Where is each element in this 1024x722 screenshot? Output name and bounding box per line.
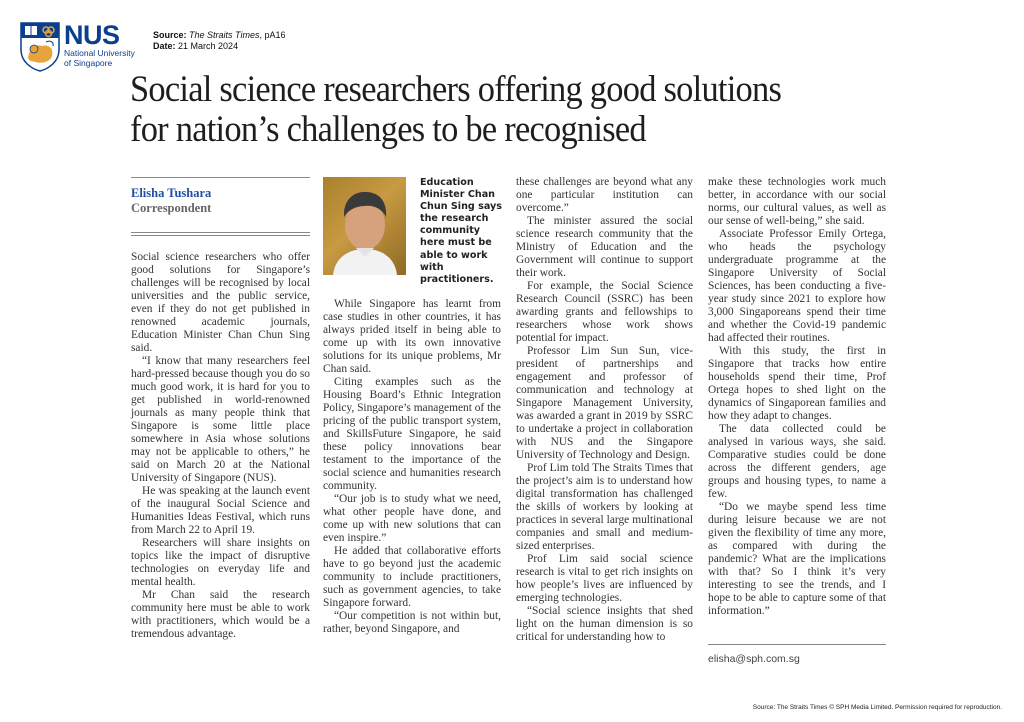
paragraph: He added that collaborative efforts have to go beyond just the academic community to include practitioners, such as government agencies, to take Singapore forward. bbox=[323, 545, 501, 609]
article-column-1 bbox=[131, 251, 310, 641]
paragraph: For example, the Social Science Research Council (SSRC) has been awarding grants and fellowships to researchers whose work shows potential for impact. bbox=[516, 280, 693, 344]
author-role: Correspondent bbox=[131, 201, 212, 215]
source-value: The Straits Times bbox=[189, 30, 260, 40]
article-headline bbox=[130, 70, 855, 150]
article-column-3 bbox=[516, 176, 693, 644]
paragraph: He was speaking at the launch event of the inaugural Social Science and Humanities Ideas Festival, which runs from March 22 to April 19. bbox=[131, 485, 310, 536]
headline-line-1: Social science researchers offering good solutions bbox=[130, 69, 782, 110]
article-column-2 bbox=[323, 298, 501, 636]
paragraph: With this study, the first in Singapore that tracks how entire households spend their time, Prof Ortega hopes to shed light on the dynamics of Singaporean families and how they adapt to changes. bbox=[708, 345, 886, 422]
minister-photo bbox=[323, 177, 406, 275]
nus-logo bbox=[20, 22, 135, 72]
date-label: Date: bbox=[153, 41, 176, 51]
paragraph: “Social science insights that shed light on the human dimension is so critical for understanding how to bbox=[516, 605, 693, 643]
date-line bbox=[153, 41, 286, 52]
logo-line1: National University bbox=[64, 48, 135, 58]
paragraph: “Do we maybe spend less time during leisure because we are not given the flexibility of time any more, as compared with during the pandemic? What are the implications with that? So I think it’s very interesting to see the trends, and I hope to be able to capture some of that information.” bbox=[708, 501, 886, 617]
logo-abbr: NUS bbox=[64, 20, 120, 50]
date-value: 21 March 2024 bbox=[178, 41, 239, 51]
paragraph: Citing examples such as the Housing Board’s Ethnic Integration Policy, Singapore’s management of the pricing of the public transport system, and SkillsFuture Singapore, he said these policy innovations bear testament to the importance of the social science and humanities research community. bbox=[323, 376, 501, 492]
source-info bbox=[153, 30, 286, 52]
paragraph: make these technologies work much better, in accordance with our social norms, our cultural values, as well as our sense of well-being,” she said. bbox=[708, 176, 886, 227]
logo-line2: of Singapore bbox=[64, 58, 113, 68]
source-line bbox=[153, 30, 286, 41]
author-name: Elisha Tushara bbox=[131, 186, 212, 200]
paragraph: While Singapore has learnt from case studies in other countries, it has always prided itself in being able to come up with its own innovative solutions for its unique problems, Mr Chan said. bbox=[323, 298, 501, 375]
byline-top-rule bbox=[131, 177, 310, 178]
paragraph: Social science researchers who offer good solutions for Singapore’s challenges will be recognised by local universities and the public service, even if they do not get published in renowned academic journals, Education Minister Chan Chun Sing said. bbox=[131, 251, 310, 354]
byline-bottom-rule-1 bbox=[131, 232, 310, 233]
footer-credit: Source: The Straits Times © SPH Media Limited. Permission required for reproduction. bbox=[752, 704, 1002, 711]
nus-crest-icon bbox=[20, 22, 60, 72]
paragraph: Associate Professor Emily Ortega, who heads the psychology undergraduate programme at the Singapore University of Social Sciences, has been conducting a five-year study since 2021 to explore how 3,000 Singaporeans spend their time and whether the Covid-19 pandemic had affected their routines. bbox=[708, 228, 886, 344]
paragraph: Prof Lim told The Straits Times that the project’s aim is to understand how digital transformation has challenged the skills of workers by looking at practices in several large multinational companies and small and medium-sized enterprises. bbox=[516, 462, 693, 552]
photo-caption: Education Minister Chan Chun Sing says the research community here must be able to work with practitioners. bbox=[420, 177, 502, 285]
portrait-icon bbox=[323, 177, 406, 275]
paragraph: The minister assured the social science research community that the Ministry of Education and the Government will continue to support their work. bbox=[516, 215, 693, 279]
email-rule bbox=[708, 644, 886, 645]
byline bbox=[131, 186, 211, 216]
paragraph: Researchers will share insights on topics like the impact of disruptive technologies on everyday life and mental health. bbox=[131, 537, 310, 588]
paragraph: “Our competition is not within but, rather, beyond Singapore, and bbox=[323, 610, 501, 635]
author-email: elisha@sph.com.sg bbox=[708, 653, 800, 665]
paragraph: Professor Lim Sun Sun, vice-president of partnerships and engagement and professor of communication and technology at Singapore Management University, was awarded a grant in 2019 by SSRC to undertake a project in collaboration with NUS and the Singapore University of Technology and Design. bbox=[516, 345, 693, 461]
paragraph: “Our job is to study what we need, what other people have done, and come up with new solutions that can even inspire.” bbox=[323, 493, 501, 544]
headline-line-2: for nation’s challenges to be recognised bbox=[130, 109, 646, 150]
paragraph: The data collected could be analysed in various ways, she said. Comparative studies could be done across the different genders, age groups and housing types, to name a few. bbox=[708, 423, 886, 500]
paragraph: these challenges are beyond what any one particular institution can overcome.” bbox=[516, 176, 693, 214]
source-page: , pA16 bbox=[259, 30, 286, 40]
source-label: Source: bbox=[153, 30, 187, 40]
byline-bottom-rule-2 bbox=[131, 235, 310, 236]
paragraph: Prof Lim said social science research is vital to get rich insights on how people’s lives are influenced by emerging technologies. bbox=[516, 553, 693, 604]
paragraph: Mr Chan said the research community here must be able to work with practitioners, which would be a tremendous advantage. bbox=[131, 589, 310, 640]
article-column-4 bbox=[708, 176, 886, 618]
paragraph: “I know that many researchers feel hard-pressed because though you do so much good work, it is hard for you to get published in world-renowned journals as many people think that Singapore is some little place somewhere in Asia whose solutions may not be applicable to others,” he said on March 20 at the National University of Singapore (NUS). bbox=[131, 355, 310, 484]
